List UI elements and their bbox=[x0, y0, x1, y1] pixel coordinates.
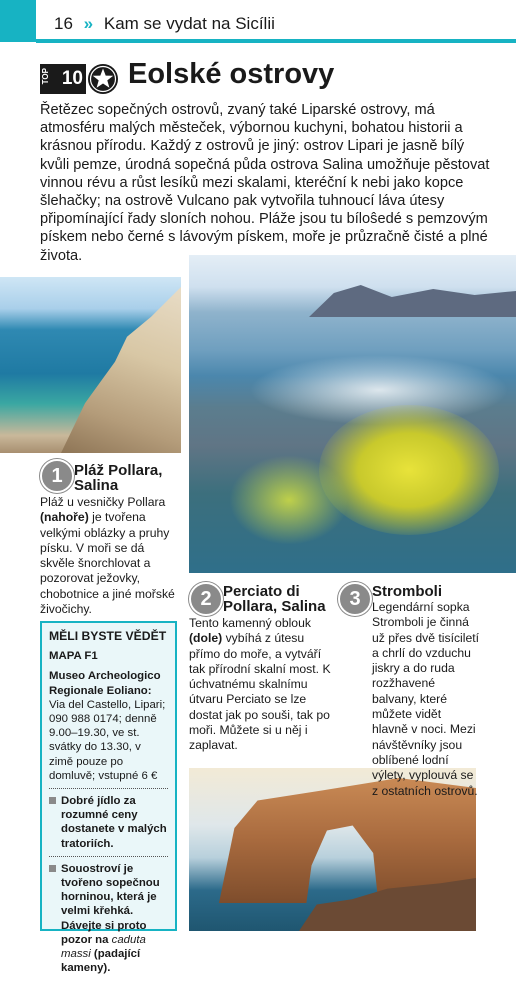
tip-rocks bbox=[49, 862, 168, 976]
section-2-title-line1: Perciato di bbox=[223, 583, 300, 600]
page-number: 16 bbox=[54, 14, 73, 33]
info-box-title: MĚLI BYSTE VĚDĚT bbox=[49, 629, 167, 643]
section-1-text: je tvořena velkými oblázky a pruhy písku. V moři se dá skvěle šnorchlovat a pozorovat ježovky, chobotnice a jiné mořské živočichy. bbox=[40, 510, 175, 617]
star-icon bbox=[87, 63, 119, 95]
museum-info: Via del Castello, Lipari; 090 988 0174; denně 9.00–19.30, ve st. svátky do 13.30, v zimě pouze po domluvě; vstupné 6 € bbox=[49, 698, 166, 782]
section-1-text: Pláž u vesničky Pollara bbox=[40, 495, 166, 509]
section-1-title-line1: Pláž Pollara, bbox=[74, 462, 163, 479]
tip-rocks-text: Souostroví je tvořeno sopečnou horninou, která je velmi křehká. Dávejte si proto pozor na bbox=[61, 862, 160, 946]
section-2-body bbox=[189, 616, 331, 754]
header-rule bbox=[36, 39, 516, 43]
page-title: Eolské ostrovy bbox=[128, 58, 335, 90]
ten-label: 10 bbox=[61, 68, 83, 89]
photo-vulcano-sulfur bbox=[189, 255, 516, 573]
tip-rocks-italic: caduta massi bbox=[61, 933, 146, 961]
section-1-body bbox=[40, 495, 178, 617]
section-1-ref: (nahoře) bbox=[40, 510, 89, 525]
tip-rocks-text: (padající kameny). bbox=[61, 948, 141, 975]
map-reference: MAPA F1 bbox=[49, 650, 98, 663]
chevron-icon: » bbox=[83, 14, 94, 33]
photo-island-shape bbox=[309, 277, 516, 317]
photo-sulfur-shape bbox=[319, 405, 499, 535]
info-box bbox=[40, 621, 177, 975]
divider bbox=[49, 856, 168, 857]
top10-badge bbox=[40, 64, 122, 94]
photo-sulfur-shape bbox=[229, 455, 349, 545]
running-header bbox=[0, 0, 516, 42]
section-1-title-line2: Salina bbox=[74, 477, 119, 494]
section-2-title bbox=[223, 584, 326, 614]
intro-paragraph: Řetězec sopečných ostrovů, zvaný také Liparské ostrovy, má atmosféru malých městeček, výbornou kuchyni, bohatou historii a krásnou přírodu. Každý z ostrovů je jiný: ostrov Lipari je jasně bílý kvůli pemze, úrodná sopečná půda ostrova Salina umožňuje pěstovat vinnou révu a růst lesíků mezi skalami, kteréční k nebi jako kopce šlehačky; na ostrově Vulcano pak vytvořila tuhnoucí láva útesy připomínající řady sloních nohou. Pláže jsou tu bíloŝedé s pemzovým pískem nebo černé s lávovým pískem, moře je průzračně čisté a plné života. bbox=[40, 102, 490, 264]
divider bbox=[49, 788, 168, 789]
tip-food-text: Dobré jídlo za rozumné ceny dostanete v malých tratoriích. bbox=[61, 795, 167, 850]
number-circle-1: 1 bbox=[40, 459, 74, 493]
section-title: Kam se vydat na Sicílii bbox=[103, 14, 275, 33]
photo-cliff-shape bbox=[61, 287, 181, 453]
number-circle-2: 2 bbox=[189, 582, 223, 616]
section-2-title-line2: Pollara, Salina bbox=[223, 598, 326, 615]
section-3-title: Stromboli bbox=[372, 583, 442, 600]
header-accent-block bbox=[0, 0, 36, 42]
museum-name: Museo Archeologico Regionale Eoliano: bbox=[49, 670, 161, 697]
header-text bbox=[54, 14, 275, 34]
top-label: TOP bbox=[41, 68, 50, 85]
section-3-body: Legendární sopka Stromboli je činná už přes dvě tisíciletí a chrlí do vzduchu jiskry a do ruda rozžhavené balvany, které můžete vidět hlavně v noci. Mezi návštěvníky jsou oblíbené lodní výlety, vyplouvá se z ostatních ostrovů. bbox=[372, 600, 480, 798]
section-2-ref: (dole) bbox=[189, 631, 223, 646]
section-2-text: vybíhá z útesu přímo do moře, a vytváří tak přírodní skalní most. K úchvatnému skalnímu útvaru Perciato se lze dostat jak po souši, tak po moři. Můžete si u něj i zaplavat. bbox=[189, 631, 331, 753]
number-circle-3: 3 bbox=[338, 582, 372, 616]
top10-label bbox=[40, 64, 86, 94]
tip-food bbox=[49, 794, 168, 851]
section-2-text: Tento kamenný oblouk bbox=[189, 616, 311, 630]
photo-pollara-beach bbox=[0, 277, 181, 453]
bullet-square-icon bbox=[49, 797, 56, 804]
section-1-title bbox=[74, 463, 162, 493]
bullet-square-icon bbox=[49, 865, 56, 872]
